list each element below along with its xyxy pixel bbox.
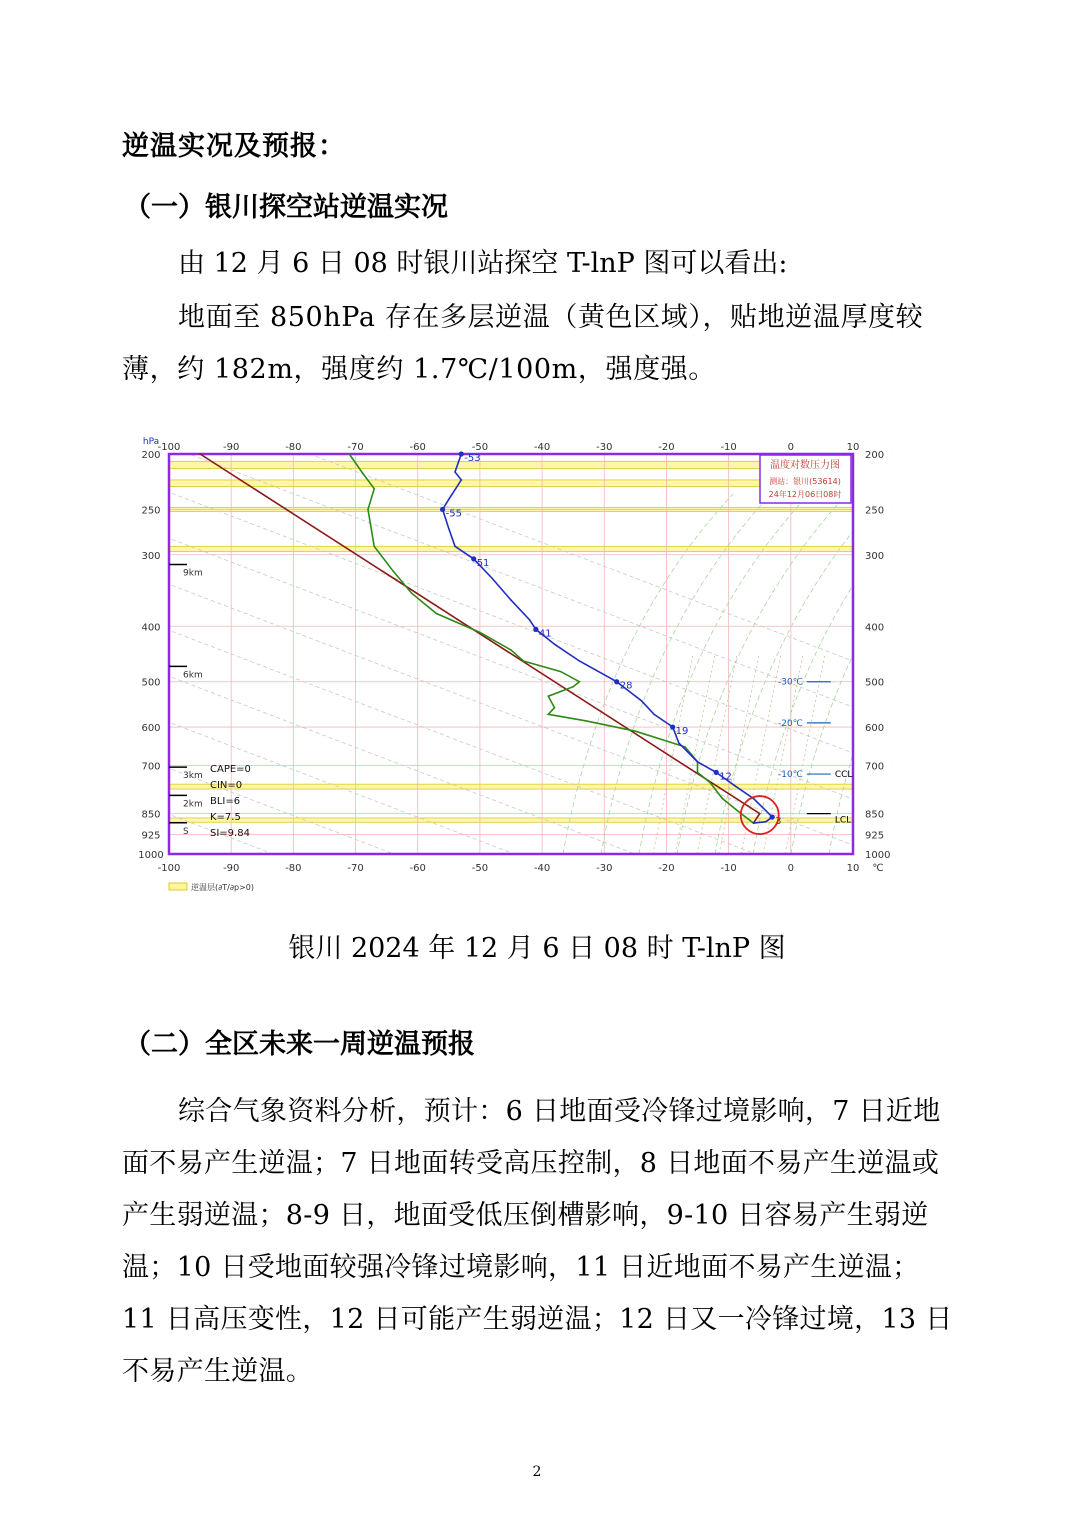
stability-index: K=7.5 (210, 812, 241, 823)
y-tick-label-left: 600 (141, 723, 161, 735)
dewpoint-curve-point (373, 488, 375, 490)
height-mark-label: 2km (183, 799, 203, 810)
temperature-curve-point (554, 643, 556, 645)
stability-index: BLI=6 (210, 796, 241, 807)
dry-adiabat (133, 600, 893, 908)
mixing-ratio-line (653, 654, 693, 854)
temperature-curve-point (448, 528, 450, 530)
y-tick-label-left: 700 (141, 761, 161, 773)
dewpoint-curve-point (349, 453, 351, 455)
x-tick-label-bottom: -90 (223, 863, 240, 874)
dewpoint-curve-point (709, 782, 711, 784)
y-tick-label-left: 1000 (138, 850, 164, 861)
temperature-label: 19 (675, 726, 689, 738)
x-tick-label-top: -90 (223, 442, 240, 453)
temperature-curve-point (753, 822, 755, 824)
x-tick-label-top: 10 (846, 442, 860, 453)
x-tick-label-top: -60 (409, 442, 426, 453)
dewpoint-curve-point (436, 613, 438, 615)
ref-temperature-label: -20℃ (778, 718, 803, 729)
x-tick-label-top: -10 (720, 442, 737, 453)
ref-temperature-label: -30℃ (778, 677, 803, 688)
y-tick-label-right: 600 (865, 723, 885, 735)
x-tick-label-bottom: -20 (658, 863, 675, 874)
dewpoint-curve-point (572, 686, 574, 688)
ref-temperature-label: -10℃ (778, 770, 803, 781)
section2-paragraph: 综合气象资料分析，预计：6 日地面受冷锋过境影响，7 日近地面不易产生逆温；7 日地面转受高压控制，8 日地面不易产生逆温或产生弱逆温；8-9 日，地面受低压倒槽影响，9-10 日容易产生弱逆温；10 日受地面较强冷锋过境影响，11 日近地面不易产生逆温；11 日高压变性，12 日可能产生弱逆温；12 日又一冷锋过境，13 日不易产生逆温。 (122, 1096, 953, 1387)
temperature-curve-point (641, 700, 643, 702)
dewpoint-curve-point (392, 570, 394, 572)
dewpoint-curve-point (548, 713, 550, 715)
y-unit-label: hPa (142, 437, 160, 447)
dewpoint-curve-point (554, 707, 556, 709)
inversion-band-0 (169, 461, 853, 468)
tlnp-chart (133, 428, 893, 908)
temperature-curve-point (454, 546, 456, 548)
x-tick-label-bottom: -70 (347, 863, 364, 874)
y-tick-label-left: 925 (141, 830, 161, 842)
y-tick-label-left: 250 (141, 505, 161, 517)
y-tick-label-left: 200 (141, 450, 161, 461)
dewpoint-curve-point (523, 660, 525, 662)
temperature-marker (614, 679, 619, 684)
x-tick-label-top: -80 (285, 442, 302, 453)
temperature-curve-point (734, 785, 736, 787)
temperature-curve-point (454, 471, 456, 473)
y-tick-label-right: 500 (865, 677, 885, 689)
temperature-marker (770, 814, 775, 819)
inversion-band-3 (169, 546, 853, 551)
x-tick-label-bottom: -100 (157, 863, 181, 874)
legend-label: 逆温层(∂T/∂p>0) (191, 883, 254, 892)
mixing-ratio-line (697, 654, 737, 854)
dry-adiabat (133, 830, 893, 908)
inversion-band-4 (169, 784, 853, 789)
stability-index: CAPE=0 (210, 764, 251, 775)
temperature-marker (459, 451, 464, 456)
x-tick-label-top: -20 (658, 442, 675, 453)
y-tick-label-right: 1000 (865, 850, 891, 861)
x-tick-label-bottom: -50 (471, 863, 489, 874)
main-heading: 逆温实况及预报： (122, 131, 346, 162)
dewpoint-curve-point (510, 649, 512, 651)
temperature-marker (471, 556, 476, 561)
temperature-curve-point (765, 810, 767, 812)
parcel-curve-point (759, 813, 761, 815)
temperature-curve-point (697, 761, 699, 763)
mixing-ratio-line (675, 654, 715, 854)
station-label: 测站：银川(53614) (769, 477, 841, 486)
x-tick-label-top: -30 (596, 442, 613, 453)
section1-paragraph-2: 地面至 850hPa 存在多层逆温（黄色区域），贴地逆温厚度较薄，约 182m，强度约 1.7℃/100m，强度强。 (122, 302, 924, 385)
x-tick-label-top: -100 (157, 442, 181, 453)
y-tick-label-left: 300 (141, 550, 161, 562)
legend-swatch (169, 883, 187, 890)
x-tick-label-top: -40 (533, 442, 551, 453)
temperature-label: 12 (719, 771, 732, 783)
temperature-label: -53 (464, 453, 481, 464)
temperature-curve-point (653, 713, 655, 715)
temperature-marker (670, 724, 675, 729)
y-tick-label-left: 400 (141, 622, 161, 634)
x-tick-label-bottom: -40 (533, 863, 551, 874)
dewpoint-curve-point (635, 730, 637, 732)
stability-index: SI=9.84 (210, 828, 250, 839)
temperature-curve-point (529, 619, 531, 621)
dewpoint-curve-point (579, 681, 581, 683)
moist-adiabat (867, 494, 893, 854)
temperature-label: 3 (775, 816, 782, 828)
temperature-label: 51 (476, 557, 490, 569)
temperature-curve-point (579, 660, 581, 662)
temperature-curve-point (765, 821, 767, 823)
temperature-marker (533, 627, 538, 632)
dewpoint-curve-point (367, 509, 369, 511)
y-tick-label-right: 250 (865, 505, 885, 517)
y-tick-label-right: 200 (865, 450, 885, 461)
x-tick-label-bottom: -80 (285, 863, 302, 874)
height-mark-label: 6km (183, 670, 203, 681)
dewpoint-curve-point (684, 746, 686, 748)
height-mark-label: S (183, 826, 189, 837)
dewpoint-curve-point (411, 592, 413, 594)
page-number: 2 (532, 1464, 542, 1480)
temperature-curve-point (510, 599, 512, 601)
figure-caption: 银川 2024 年 12 月 6 日 08 时 T-lnP 图 (288, 933, 786, 964)
dewpoint-curve-point (479, 632, 481, 634)
y-tick-label-left: 850 (141, 809, 161, 821)
lcl-label: LCL (834, 815, 852, 826)
dewpoint-curve-point (361, 471, 363, 473)
x-tick-label-bottom: -30 (596, 863, 613, 874)
y-tick-label-right: 400 (865, 622, 885, 634)
temperature-curve-point (460, 479, 462, 481)
temperature-marker (440, 507, 445, 512)
x-tick-label-bottom: -10 (720, 863, 737, 874)
mixing-ratio-line (719, 654, 759, 854)
temperature-curve-point (448, 499, 450, 501)
x-tick-label-top: 0 (787, 442, 795, 453)
temperature-curve-point (492, 578, 494, 580)
section2-title: （二）全区未来一周逆温预报 (124, 1029, 475, 1060)
dewpoint-curve-point (373, 546, 375, 548)
dewpoint-curve-point (585, 720, 587, 722)
temperature-label: 41 (538, 628, 552, 640)
stability-index: CIN=0 (210, 780, 243, 791)
y-tick-label-right: 925 (865, 830, 885, 842)
parcel-curve-point (199, 453, 201, 455)
chart-title: 温度对数压力图 (770, 460, 840, 471)
height-mark-label: 9km (183, 568, 203, 579)
x-unit-label: ℃ (872, 863, 884, 874)
dewpoint-curve-point (697, 772, 699, 774)
section1-paragraph-1: 由 12 月 6 日 08 时银川站探空 T-lnP 图可以看出: (178, 248, 788, 279)
y-tick-label-right: 850 (865, 809, 885, 821)
y-tick-label-right: 700 (865, 761, 885, 773)
temperature-curve-point (678, 742, 680, 744)
x-tick-label-bottom: -60 (409, 863, 426, 874)
temperature-label: 28 (619, 680, 633, 692)
dewpoint-curve-point (548, 695, 550, 697)
temperature-label: -55 (445, 508, 462, 520)
ccl-label: CCL (834, 770, 853, 781)
y-tick-label-right: 300 (865, 550, 885, 562)
height-mark-label: 3km (183, 771, 203, 782)
x-tick-label-bottom: 0 (787, 863, 795, 874)
x-tick-label-top: -50 (471, 442, 489, 453)
x-tick-label-bottom: 10 (846, 863, 860, 874)
dewpoint-curve-point (722, 798, 724, 800)
dewpoint-curve-point (560, 671, 562, 673)
time-label: 24年12月06日08时 (768, 490, 842, 499)
temperature-marker (714, 770, 719, 775)
x-tick-label-top: -70 (347, 442, 364, 453)
section1-title: （一）银川探空站逆温实况 (124, 192, 448, 223)
y-tick-label-left: 500 (141, 677, 161, 689)
